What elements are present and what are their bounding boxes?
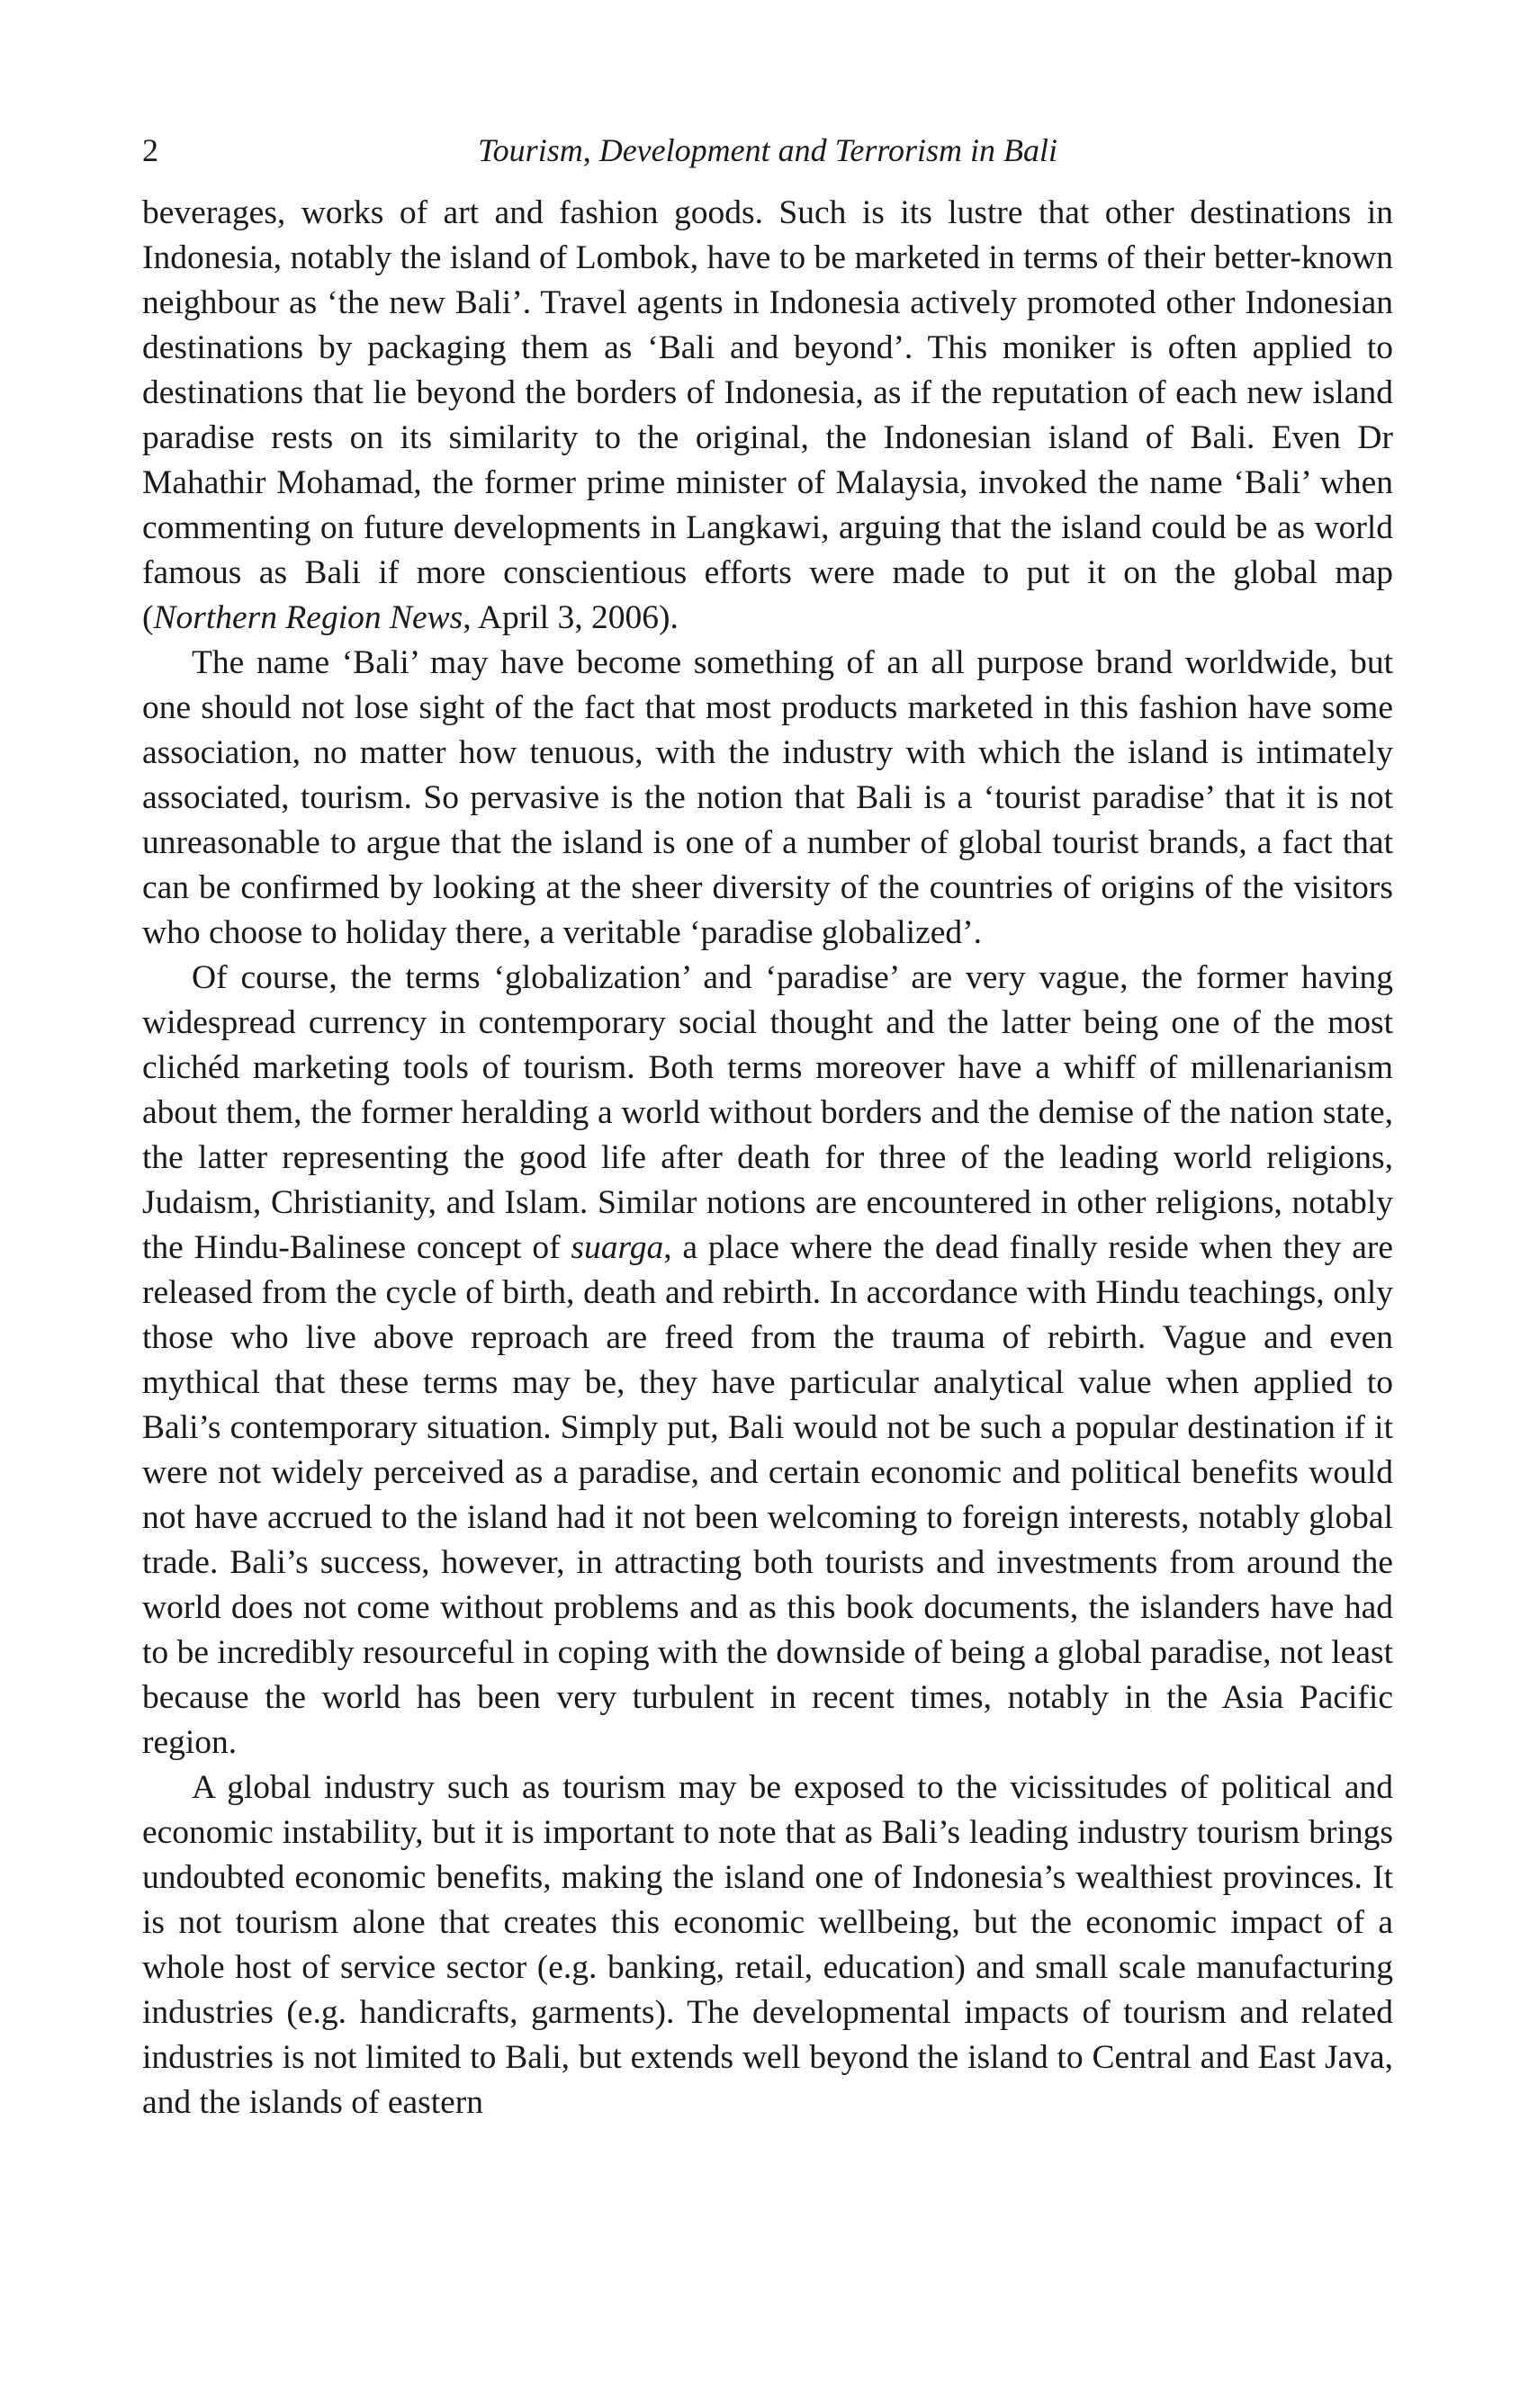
paragraph-continued bbox=[142, 191, 1393, 641]
italic-term: suarga bbox=[571, 1229, 664, 1266]
paragraph-text: , April 3, 2006). bbox=[463, 599, 679, 636]
paragraph bbox=[142, 956, 1393, 1766]
paragraph: The name ‘Bali’ may have become something of an all purpose brand worldwide, but one should not lose sight of the fact that most products marketed in this fashion have some association, no matter how tenuous, with the industry with which the island is intimately associated, tourism. So pervasive is the notion that Bali is a ‘tourist paradise’ that it is not unreasonable to argue that the island is one of a number of global tourist brands, a fact that can be confirmed by looking at the sheer diversity of the countries of origins of the visitors who choose to holiday there, a veritable ‘paradise globalized’. bbox=[142, 644, 1393, 951]
book-title: Tourism, Development and Terrorism in Bali bbox=[477, 132, 1058, 168]
page-number: 2 bbox=[142, 132, 158, 168]
paragraph-text: Of course, the terms ‘globalization’ and ‘paradise’ are very vague, the former having widespread currency in contemporary social thought and the latter being one of the most clichéd marketing tools of tourism. Both terms moreover have a whiff of millenarianism about them, the former heralding a world without borders and the demise of the nation state, the latter representing the good life after death for three of the leading world religions, Judaism, Christianity, and Islam. Similar notions are encountered in other religions, notably the Hindu-Balinese concept of bbox=[142, 959, 1393, 1266]
running-head bbox=[142, 128, 1393, 173]
italic-citation: Northern Region News bbox=[153, 599, 463, 636]
paragraph-text: beverages, works of art and fashion goods. Such is its lustre that other destinations in Indonesia, notably the island of Lombok, have to be marketed in terms of their better-known neighbour as ‘the new Bali’. Travel agents in Indonesia actively promoted other Indonesian destinations by packaging them as ‘Bali and beyond’. This moniker is often applied to destinations that lie beyond the borders of Indonesia, as if the reputation of each new island paradise rests on its similarity to the original, the Indonesian island of Bali. Even Dr Mahathir Mohamad, the former prime minister of Malaysia, invoked the name ‘Bali’ when commenting on future developments in Langkawi, arguing that the island could be as world famous as Bali if more conscientious efforts were made to put it on the global map ( bbox=[142, 194, 1393, 636]
body-text bbox=[142, 191, 1393, 2125]
paragraph: A global industry such as tourism may be exposed to the vicissitudes of political and economic instability, but it is important to note that as Bali’s leading industry tourism brings undoubted economic benefits, making the island one of Indonesia’s wealthiest provinces. It is not tourism alone that creates this economic wellbeing, but the economic impact of a whole host of service sector (e.g. banking, retail, education) and small scale manufacturing industries (e.g. handicrafts, garments). The developmental impacts of tourism and related industries is not limited to Bali, but extends well beyond the island to Central and East Java, and the islands of eastern bbox=[142, 1769, 1393, 2121]
paragraph-text: , a place where the dead finally reside when they are released from the cycle of birth, death and rebirth. In accordance with Hindu teachings, only those who live above reproach are freed from the trauma of rebirth. Vague and even mythical that these terms may be, they have particular analytical value when applied to Bali’s contemporary situation. Simply put, Bali would not be such a popular destination if it were not widely perceived as a paradise, and certain economic and political benefits would not have accrued to the island had it not been welcoming to foreign interests, notably global trade. Bali’s success, however, in attracting both tourists and investments from around the world does not come without problems and as this book documents, the islanders have had to be incredibly resourceful in coping with the downside of being a global paradise, not least because the world has been very turbulent in recent times, notably in the Asia Pacific region. bbox=[142, 1229, 1393, 1761]
